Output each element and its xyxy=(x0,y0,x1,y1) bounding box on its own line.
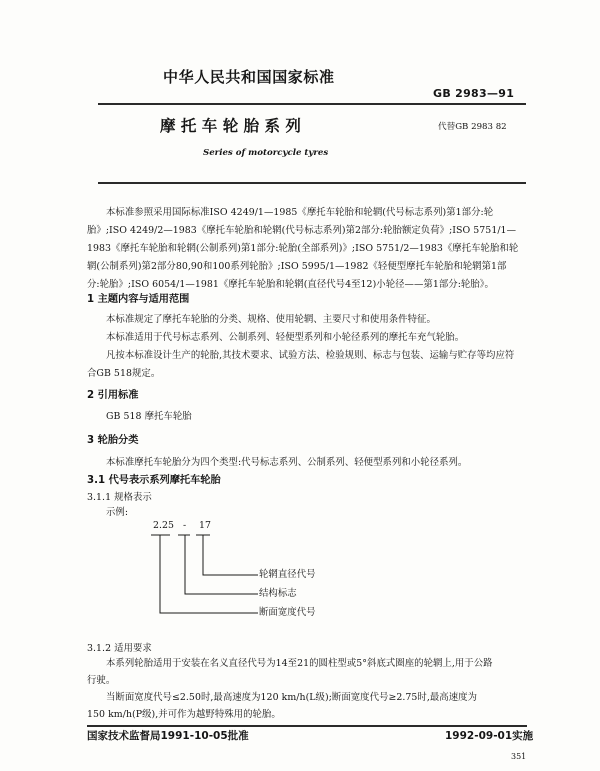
section-3-line: 本标准摩托车轮胎分为四个类型:代号标志系列、公制系列、轻便型系列和小轮径系列。 xyxy=(106,457,468,468)
national-standard-heading: 中华人民共和国国家标准 xyxy=(163,68,335,86)
section-1-line: 凡按本标准设计生产的轮胎,其技术要求、试验方法、检验规则、标志与包装、运输与贮存等均应符 xyxy=(106,350,515,361)
section-1-line: 本标准规定了摩托车轮胎的分类、规格、使用轮辋、主要尺寸和使用条件特征。 xyxy=(106,314,436,325)
leader-structure xyxy=(185,535,258,594)
footer-rule xyxy=(87,725,527,727)
document-title: 摩 托 车 轮 胎 系 列 xyxy=(160,117,301,135)
diagram-rim-code: 17 xyxy=(199,520,212,531)
section-2-line: GB 518 摩托车轮胎 xyxy=(106,411,192,422)
section-3-1-2-line: 本系列轮胎适用于安装在名义直径代号为14至21的圆柱型或5°斜底式圈座的轮辋上,用于公路 xyxy=(106,658,493,669)
intro-line: 辋(公制系列)第2部分80,90和100系列轮胎》;ISO 5995/1—1982《轻便型摩托车轮胎和轮辋第1部 xyxy=(87,261,507,272)
intro-line: 分:轮胎》;ISO 6054/1—1981《摩托车轮胎和轮辋(直径代号4至12)小轮径——第1部分:轮胎》。 xyxy=(87,279,494,290)
leader-rim-diameter xyxy=(203,535,258,575)
intro-line: 1983《摩托车轮胎和轮辋(公制系列)第1部分:轮胎(全部系列)》;ISO 5751/2—1983《摩托车轮胎和轮 xyxy=(87,243,519,254)
example-label: 示例: xyxy=(106,507,129,518)
section-1-line: 合GB 518规定。 xyxy=(87,368,161,379)
intro-line: 本标准参照采用国际标准ISO 4249/1—1985《摩托车轮胎和轮辋(代号标志系列)第1部分:轮 xyxy=(106,207,494,218)
intro-line: 胎》;ISO 4249/2—1983《摩托车轮胎和轮辋(代号标志系列)第2部分:轮胎额定负荷》;ISO 5751/1— xyxy=(87,225,516,236)
label-section-width-code: 断面宽度代号 xyxy=(259,607,316,618)
section-3-1-2-line: 行驶。 xyxy=(87,675,116,686)
implementation-date: 1992-09-01实施 xyxy=(445,730,534,742)
section-3-1-2-line: 150 km/h(P级),并可作为越野特殊用的轮胎。 xyxy=(87,709,281,720)
diagram-width-code: 2.25 xyxy=(153,520,175,531)
english-title: Series of motorcycle tyres xyxy=(203,148,329,158)
label-structure-mark: 结构标志 xyxy=(259,588,297,599)
section-3-heading: 3 轮胎分类 xyxy=(87,435,139,446)
label-rim-diameter-code: 轮辋直径代号 xyxy=(259,569,316,580)
replaces-standard: 代替GB 2983 82 xyxy=(438,122,507,132)
diagram-separator: - xyxy=(183,520,187,531)
page-number: 351 xyxy=(511,752,527,761)
section-1-heading: 1 主题内容与适用范围 xyxy=(87,294,190,305)
section-3-1-2-heading: 3.1.2 适用要求 xyxy=(87,643,152,654)
gb-number: GB 2983—91 xyxy=(433,87,515,100)
section-3-1-2-line: 当断面宽度代号≤2.50时,最高速度为120 km/h(L级);断面宽度代号≥2.75时,最高速度为 xyxy=(106,692,478,703)
approval-note: 国家技术监督局1991-10-05批准 xyxy=(87,730,249,742)
section-3-1-1-heading: 3.1.1 规格表示 xyxy=(87,492,152,503)
leader-section-width xyxy=(160,535,258,613)
section-2-heading: 2 引用标准 xyxy=(87,390,139,401)
section-3-1-heading: 3.1 代号表示系列摩托车轮胎 xyxy=(87,475,221,486)
section-1-line: 本标准适用于代号标志系列、公制系列、轻便型系列和小轮径系列的摩托车充气轮胎。 xyxy=(106,332,465,343)
